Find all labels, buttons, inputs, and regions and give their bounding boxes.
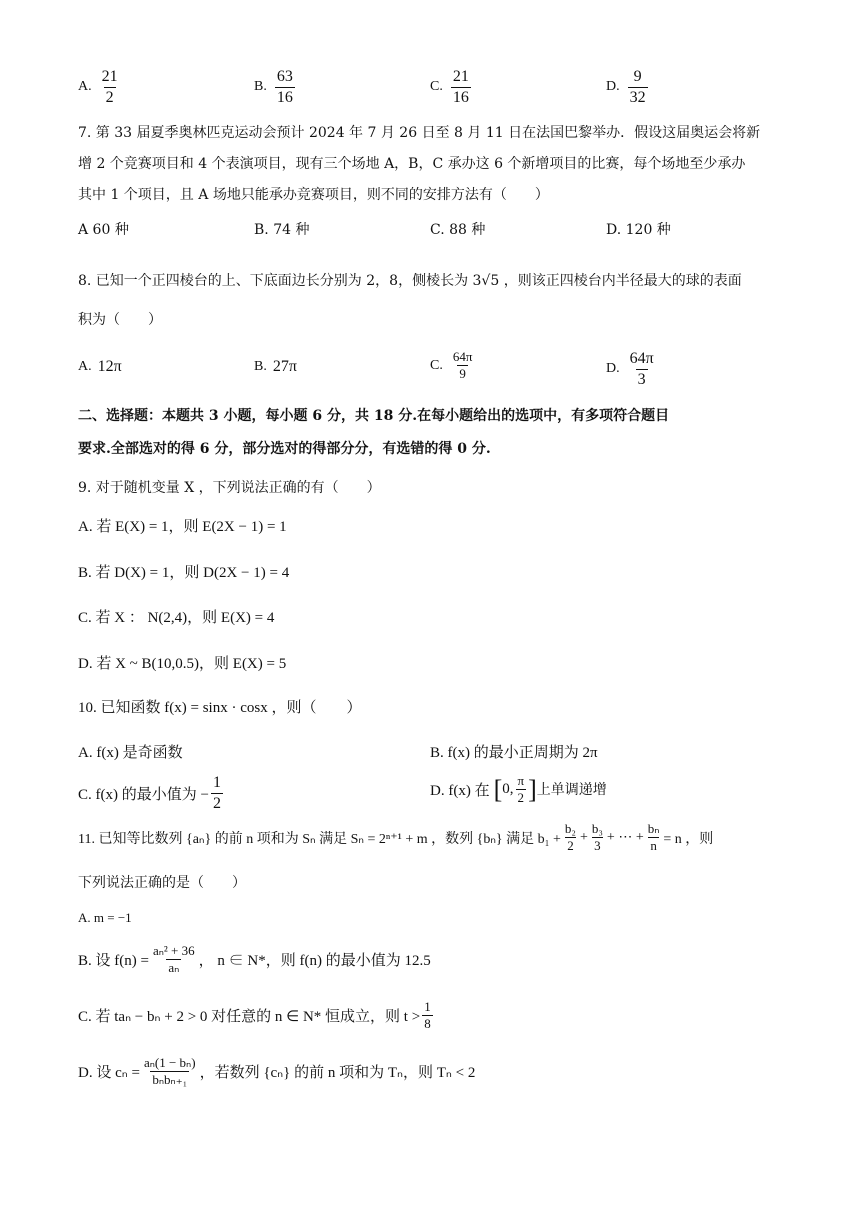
q11-option-d[interactable]: D. 设 cₙ = $\frac{\text{aₙ(1 − bₙ)}}{\text{bₙbₙ₊₁}}$ ，若数列 {cₙ} 的前 n 项和为 Tₙ，则 Tₙ < 2 — [78, 1055, 476, 1088]
q6-option-d[interactable] — [606, 68, 650, 106]
fraction: $\frac{63}{16}$ — [276, 68, 293, 106]
q6-option-c[interactable] — [430, 68, 473, 106]
q8-option-a[interactable]: A. 12π — [78, 358, 122, 375]
q9-option-c[interactable]: C. 若 X ： N(2,4)，则 E(X) = 4 — [78, 610, 275, 626]
q11-option-b[interactable]: B. 设 f(n) = $\frac{\text{aₙ² + 36}}{\text{aₙ}}$ ， n ∈ N*，则 f(n) 的最小值为 12.5 — [78, 943, 431, 976]
option-label: A. — [78, 79, 92, 95]
option-label: C. — [430, 79, 443, 95]
fraction: $\frac{21}{16}$ — [452, 68, 469, 106]
section-2-heading-line1: 二、选择题：本题共 3 小题，每小题 6 分，共 18 分.在每小题给出的选项中，有多项符合题目 — [78, 408, 670, 424]
q7-stem-line2: 增 2 个竞赛项目和 4 个表演项目，现有三个场地 A，B，C 承办这 6 个新增项目的比赛，每个场地至少承办 — [78, 156, 746, 172]
q9-option-d[interactable]: D. 若 X ~ B(10,0.5)，则 E(X) = 5 — [78, 656, 287, 672]
fraction: $\frac{64\pi}{3}$ — [629, 350, 654, 388]
q8-stem-line2: 积为（ ） — [78, 312, 162, 328]
q8-stem-line1: 8. 已知一个正四棱台的上、下底面边长分别为 2，8，侧棱长为 3√5 ，则该正四棱台内半径最大的球的表面 — [78, 273, 742, 289]
fraction: $\frac{1}{2}$ — [212, 774, 221, 812]
q7-stem-line1: 7. 第 33 届夏季奥林匹克运动会预计 2024 年 7 月 26 日至 8 月 11 日在法国巴黎举办．假设这届奥运会将新 — [78, 125, 761, 141]
fraction: $\frac{64\pi}{9}$ — [452, 349, 473, 382]
fraction: $\frac{1}{8}$ — [424, 999, 431, 1032]
left-bracket: [ — [493, 774, 503, 804]
q10-option-b[interactable]: B. f(x) 的最小正周期为 2π — [430, 745, 598, 761]
fraction: $\frac{\text{aₙ(1 − bₙ)}}{\text{bₙbₙ₊₁}}$ — [143, 1055, 196, 1088]
option-label: B. — [254, 79, 267, 95]
right-bracket: ] — [528, 774, 537, 804]
q9-option-a[interactable]: A. 若 E(X) = 1，则 E(2X − 1) = 1 — [78, 519, 287, 535]
q7-option-b[interactable]: B. 74 种 — [254, 222, 310, 238]
fraction: $\frac{\text{bₙ}}{n}$ — [647, 821, 660, 854]
fraction: $\frac{\text{b₃}}{3}$ — [591, 821, 603, 854]
q10-stem: 10. 已知函数 f(x) = sinx · cosx ，则（ ） — [78, 700, 362, 716]
q10-option-a[interactable]: A. f(x) 是奇函数 — [78, 745, 183, 761]
q9-stem: 9. 对于随机变量 X ，下列说法正确的有（ ） — [78, 480, 381, 496]
q6-options — [0, 68, 860, 108]
q7-option-a[interactable]: A 60 种 — [78, 222, 129, 238]
q8-option-b[interactable]: B. 27π — [254, 358, 297, 375]
fraction: $\frac{9}{32}$ — [629, 68, 646, 106]
q7-stem-line3: 其中 1 个项目，且 A 场地只能承办竞赛项目，则不同的安排方法有（ ） — [78, 187, 549, 203]
q8-option-d[interactable]: D. $\frac{64\pi}{3}$ — [606, 350, 654, 388]
q9-option-b[interactable]: B. 若 D(X) = 1，则 D(2X − 1) = 4 — [78, 565, 290, 581]
fraction: $\frac{\text{b₂}}{2}$ — [564, 821, 576, 854]
q8-options — [0, 350, 860, 390]
q11-option-c[interactable]: C. 若 taₙ − bₙ + 2 > 0 对任意的 n ∈ N* 恒成立，则 t > $\frac{1}{8}$ — [78, 999, 431, 1032]
q11-stem-line2: 下列说法正确的是（ ） — [78, 875, 246, 891]
fraction: $\frac{21}{2}$ — [101, 68, 118, 106]
q7-option-d[interactable]: D. 120 种 — [606, 222, 671, 238]
fraction: $\frac{\pi}{2}$ — [517, 773, 525, 806]
q10-option-d[interactable]: D. f(x) 在 [ 0, $\frac{\pi}{2}$ ] 上单调递增 — [430, 773, 607, 806]
q6-option-b[interactable] — [254, 68, 297, 106]
section-2-heading-line2: 要求.全部选对的得 6 分，部分选对的得部分分，有选错的得 0 分. — [78, 441, 491, 457]
q10-option-c[interactable]: C. f(x) 的最小值为 − $\frac{1}{2}$ — [78, 774, 221, 812]
q6-option-a[interactable] — [78, 68, 122, 106]
fraction: $\frac{\text{aₙ² + 36}}{\text{aₙ}}$ — [152, 943, 195, 976]
option-label: D. — [606, 79, 620, 95]
q11-option-a[interactable]: A. m = −1 — [78, 910, 132, 925]
q7-option-c[interactable]: C. 88 种 — [430, 222, 486, 238]
q8-option-c[interactable]: C. $\frac{64\pi}{9}$ — [430, 349, 473, 382]
q11-stem-line1: 11. 已知等比数列 {aₙ} 的前 n 项和为 Sₙ 满足 Sₙ = 2ⁿ⁺¹ + m ，数列 {bₙ} 满足 b₁ + $\frac{\text{b₂}}{2}$ + $\frac{\text{b₃}}{3}$ + ⋯ + $\frac{\text{bₙ}}{n}$ = n ，则 — [78, 821, 714, 854]
